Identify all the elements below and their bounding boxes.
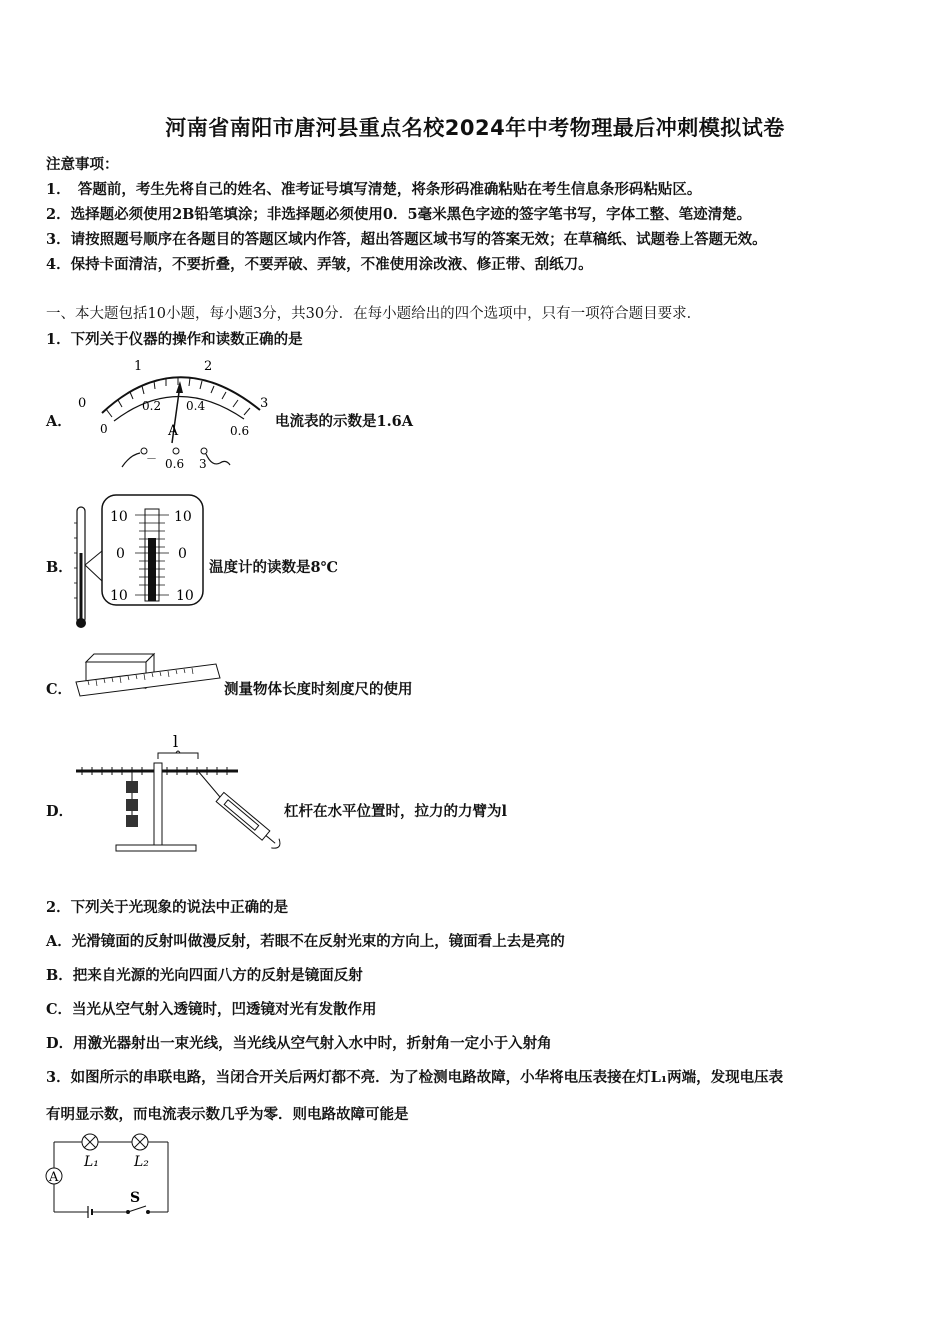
lever-diagram bbox=[72, 733, 284, 855]
notice-item: 4．保持卡面清洁，不要折叠，不要弄破、弄皱，不准使用涂改液、修正带、刮纸刀。 bbox=[46, 256, 593, 273]
thermo-tick-left: 0 bbox=[116, 546, 125, 562]
option-a-label: A． bbox=[46, 413, 72, 430]
ruler-diagram bbox=[72, 650, 222, 700]
option-a-text: 电流表的示数是1.6A bbox=[275, 413, 413, 430]
thermometer-diagram bbox=[72, 493, 207, 633]
meter-bottom-tick: 0.6 bbox=[230, 424, 250, 438]
meter-bottom-tick: 0.4 bbox=[186, 399, 206, 413]
thermo-tick-left: 10 bbox=[110, 588, 128, 604]
question-1-stem: 1．下列关于仪器的操作和读数正确的是 bbox=[46, 331, 303, 348]
ammeter-diagram bbox=[72, 355, 272, 475]
lever-arm-label: l bbox=[173, 733, 179, 751]
notice-item: 2．选择题必须使用2B铅笔填涂；非选择题必须使用0．5毫米黑色字迹的签字笔书写，字体工整、笔迹清楚。 bbox=[46, 206, 752, 223]
meter-unit-letter: A bbox=[168, 423, 179, 439]
option-c-label: C． bbox=[46, 681, 73, 698]
terminal-label: － bbox=[146, 452, 157, 465]
thermo-tick-right: 0 bbox=[178, 546, 187, 562]
notice-item: 3．请按照题号顺序在各题目的答题区域内作答，超出答题区域书写的答案无效；在草稿纸、试题卷上答题无效。 bbox=[46, 231, 767, 248]
question-2-stem: 2．下列关于光现象的说法中正确的是 bbox=[46, 899, 289, 916]
question-3-stem: 3．如图所示的串联电路，当闭合开关后两灯都不亮．为了检测电路故障，小华将电压表接在灯L₁两端，发现电压表 bbox=[46, 1069, 784, 1086]
lamp-2-label: L₂ bbox=[134, 1154, 149, 1170]
lamp-1-label: L₁ bbox=[84, 1154, 99, 1170]
meter-bottom-tick: 0.2 bbox=[142, 399, 162, 413]
question-2-option: B．把来自光源的光向四面八方的反射是镜面反射 bbox=[46, 967, 363, 984]
ammeter-symbol: A bbox=[49, 1170, 59, 1185]
option-b-text: 温度计的读数是8℃ bbox=[209, 559, 338, 576]
question-2-option: C．当光从空气射入透镜时，凹透镜对光有发散作用 bbox=[46, 1001, 377, 1018]
notice-heading: 注意事项： bbox=[46, 156, 119, 173]
thermo-tick-right: 10 bbox=[176, 588, 194, 604]
thermo-tick-left: 10 bbox=[110, 509, 128, 525]
meter-top-tick: 1 bbox=[134, 359, 143, 374]
terminal-label: 0.6 bbox=[165, 457, 185, 471]
option-b-label: B． bbox=[46, 559, 73, 576]
notice-item: 1． 答题前，考生先将自己的姓名、准考证号填写清楚，将条形码准确粘贴在考生信息条形码粘贴区。 bbox=[46, 181, 702, 198]
option-d-text: 杠杆在水平位置时，拉力的力臂为l bbox=[284, 803, 508, 820]
circuit-diagram bbox=[44, 1130, 174, 1220]
meter-top-tick: 0 bbox=[78, 396, 87, 411]
page-title: 河南省南阳市唐河县重点名校2024年中考物理最后冲刺模拟试卷 bbox=[165, 116, 785, 140]
option-d-label: D． bbox=[46, 803, 74, 820]
question-2-option: D．用激光器射出一束光线，当光线从空气射入水中时，折射角一定小于入射角 bbox=[46, 1035, 552, 1052]
thermo-tick-right: 10 bbox=[174, 509, 192, 525]
meter-top-tick: 2 bbox=[204, 359, 213, 374]
section-heading: 一、本大题包括10小题，每小题3分，共30分．在每小题给出的四个选项中，只有一项符合题目要求． bbox=[46, 306, 702, 322]
svg-text:0: 0 bbox=[100, 422, 108, 436]
switch-label: S bbox=[130, 1190, 141, 1206]
option-c-text: 测量物体长度时刻度尺的使用 bbox=[224, 681, 413, 698]
meter-top-tick: 3 bbox=[260, 396, 269, 411]
question-2-option: A．光滑镜面的反射叫做漫反射，若眼不在反射光束的方向上，镜面看上去是亮的 bbox=[46, 933, 565, 950]
question-3-stem: 有明显示数，而电流表示数几乎为零．则电路故障可能是 bbox=[46, 1106, 409, 1123]
terminal-label: 3 bbox=[199, 457, 207, 471]
